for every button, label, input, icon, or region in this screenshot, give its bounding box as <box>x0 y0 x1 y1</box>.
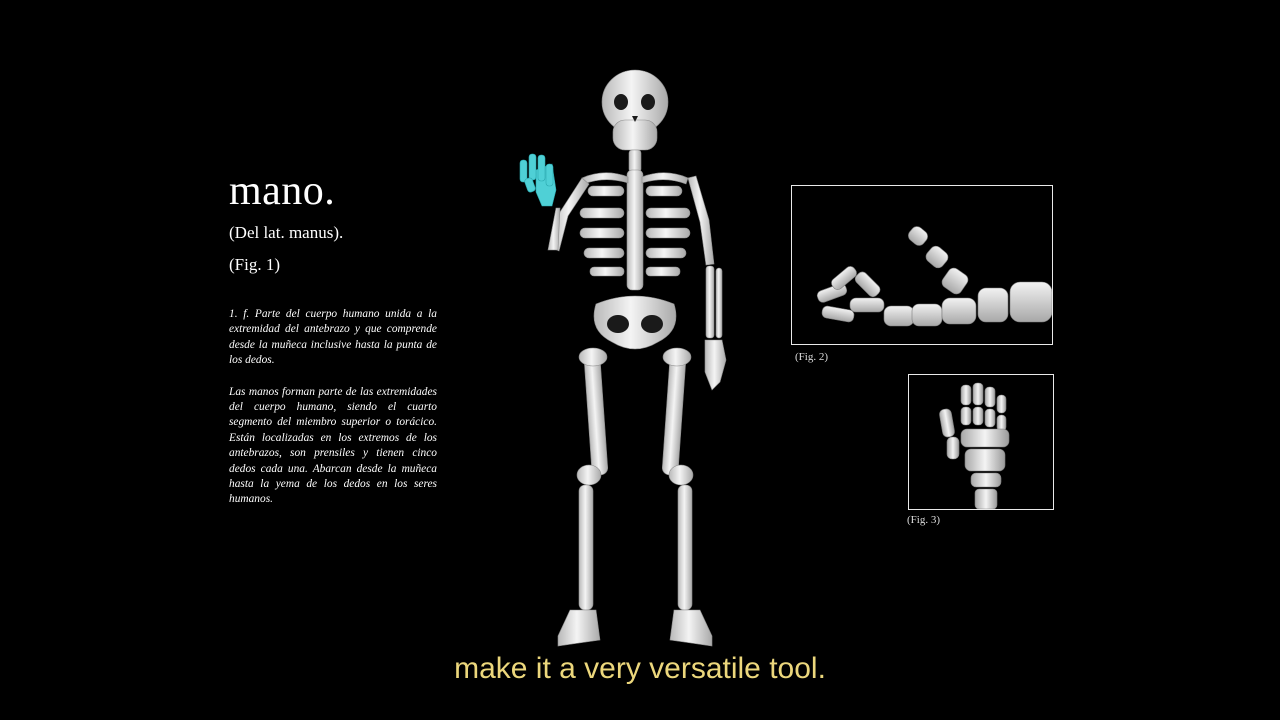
figure-2-panel <box>791 185 1053 345</box>
figure-3-panel <box>908 374 1054 510</box>
hand-bones-front-view <box>909 375 1053 509</box>
headword: mano. <box>229 168 336 214</box>
figure-reference: (Fig. 1) <box>229 255 280 274</box>
video-subtitle: make it a very versatile tool. <box>454 652 826 685</box>
figure-3-caption: (Fig. 3) <box>907 514 940 526</box>
etymology: (Del lat. manus). <box>229 223 344 242</box>
definition-block <box>229 168 437 508</box>
definition-sense: 1. f. Parte del cuerpo humano unida a la extremidad del antebrazo y que comprende desde la muñeca inclusive hasta la punta de los dedos. <box>229 308 437 367</box>
definition-description: Las manos forman parte de las extremidades del cuerpo humano, siendo el cuarto segmento del miembro superior o torácico. Están localizadas en los extremos de los antebrazos, son prensiles y tienen cinco dedos cada una. Abarcan desde la muñeca hasta la yema de los dedos en los seres humanos. <box>229 385 437 506</box>
figure-2-caption: (Fig. 2) <box>795 351 828 363</box>
skeleton-illustration <box>500 60 760 665</box>
hand-bones-side-view <box>792 186 1052 344</box>
